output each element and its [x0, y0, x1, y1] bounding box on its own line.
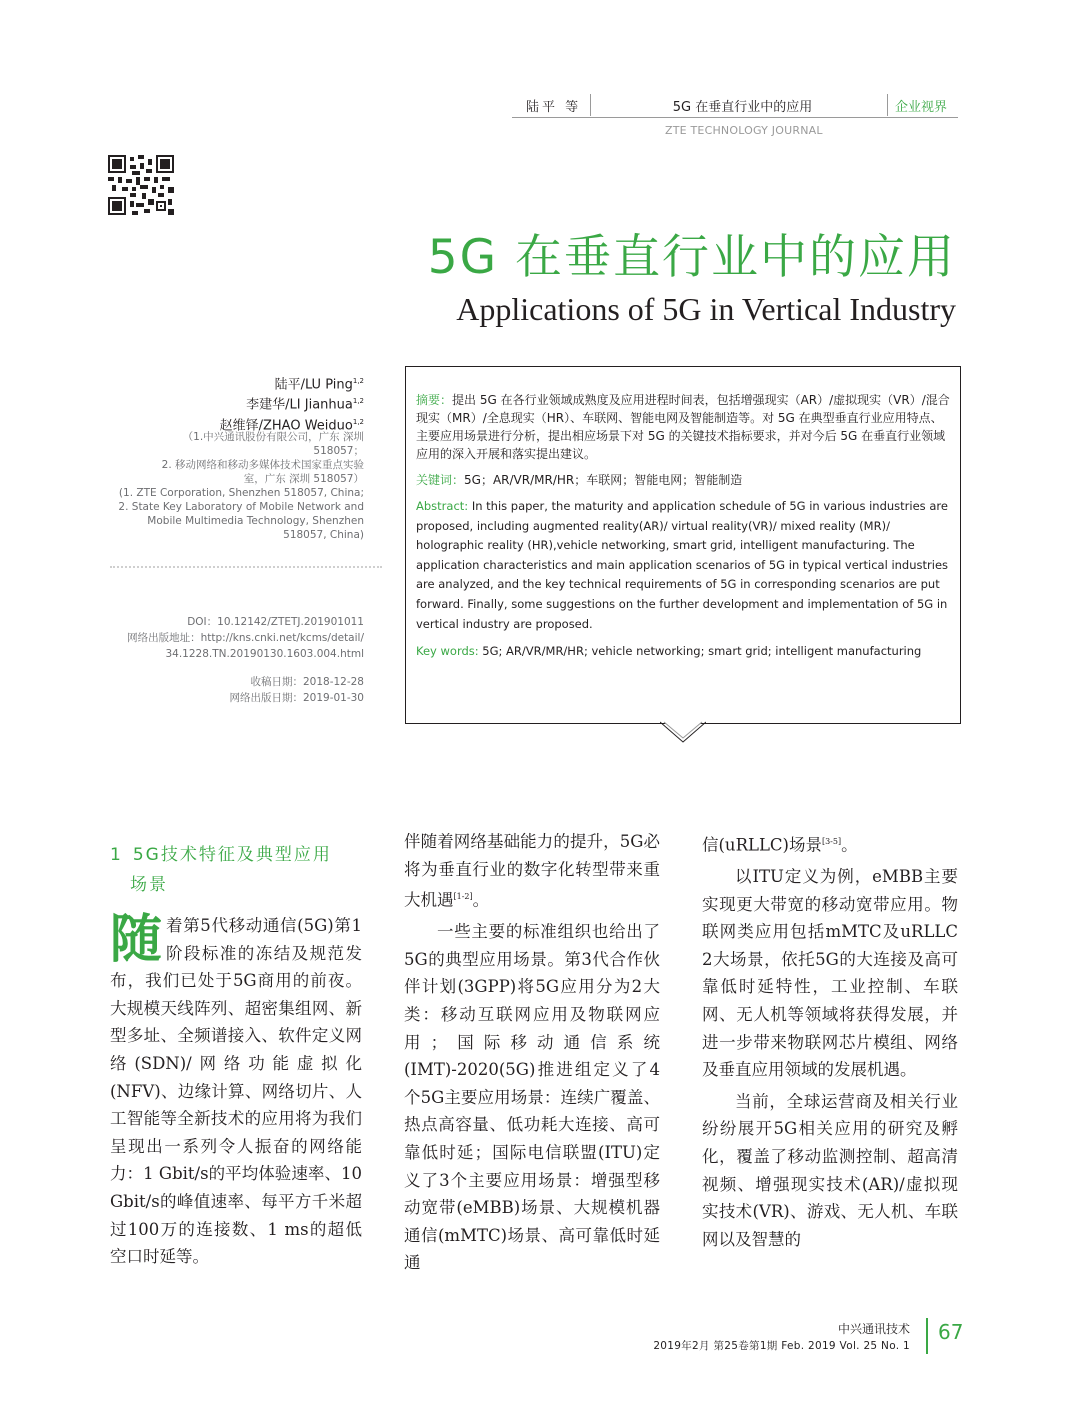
- drop-cap: 随: [110, 910, 163, 970]
- keywords-label: 关键词：: [416, 473, 465, 487]
- abstract-label: Abstract:: [416, 499, 469, 513]
- online-url: 34.1228.TN.20190130.1603.004.html: [165, 648, 364, 660]
- paragraph: [404, 828, 660, 914]
- paragraph-text: 着第5代移动通信(5G)第1阶段标准的冻结及规范发布，我们已处于5G商用的前夜。大规模天线阵列、超密集组网、新型多址、全频谱接入、软件定义网络(SDN)/网络功能虚拟化(NFV)、边缘计算、网络切片、人工智能等全新技术的应用将为我们呈现出一系列令人振奋的网络能力：1 Gbit/s的平均体验速率、10 Gbit/s的峰值速率、每平方千米超过100万的连接数、1 ms的超低空口时延等。: [110, 916, 362, 1267]
- punctuation: 。: [841, 835, 858, 855]
- abstract-cn: [416, 391, 950, 463]
- keywords-text: 5G; AR/VR/MR/HR; vehicle networking; smart grid; intelligent manufacturing: [482, 644, 922, 659]
- running-head-section: 企业视界: [895, 100, 948, 115]
- abstract-box: [405, 366, 961, 724]
- section-heading: [110, 840, 370, 900]
- affiliation-line: 2. 移动网络和移动多媒体技术国家重点实验: [161, 459, 364, 471]
- paragraph-text: 当前，全球运营商及相关行业纷纷展开5G相关应用的研究及孵化，覆盖了移动监测控制、超高清视频、增强现实技术(AR)/虚拟现实技术(VR)、游戏、无人机、车联网以及智慧的: [702, 1091, 958, 1249]
- dotted-divider: [110, 566, 382, 568]
- qr-code-icon: [108, 155, 174, 215]
- published-date: 网络出版日期：2019-01-30: [229, 692, 364, 704]
- title-chinese: 5G 在垂直行业中的应用: [427, 230, 956, 285]
- author: 李建华/LI Jianhua$^{1,2}$: [246, 397, 364, 413]
- author: 陆平/LU Ping$^{1,2}$: [274, 377, 364, 393]
- dates-block: [100, 674, 364, 706]
- body-column-2: [404, 828, 660, 1277]
- doi: DOI：10.12142/ZTETJ.201901011: [187, 616, 364, 628]
- doi-block: [100, 614, 364, 662]
- body-column-3: [702, 828, 958, 1253]
- box-notch-decoration: [660, 718, 706, 748]
- paragraph: [702, 1088, 958, 1254]
- affiliation-line: （1.中兴通讯股份有限公司，广东 深圳: [182, 431, 364, 443]
- section-title: 场景: [130, 875, 168, 895]
- body-column-1: [110, 912, 362, 1271]
- citation: [3-5]: [821, 837, 842, 846]
- footer-journal: 中兴通讯技术: [837, 1322, 910, 1336]
- paragraph-text: 信(uRLLC)场景: [702, 835, 822, 855]
- paragraph: [404, 918, 660, 1277]
- affiliation-line: 518057；: [313, 445, 364, 457]
- title-english: Applications of 5G in Vertical Industry: [456, 291, 956, 327]
- footer-issue: 2019年2月 第25卷第1期 Feb. 2019 Vol. 25 No. 1: [653, 1340, 910, 1352]
- punctuation: 。: [472, 890, 490, 910]
- abstract-text: 提出 5G 在各行业领域成熟度及应用进程时间表，包括增强现实（AR）/虚拟现实（VR）/混合现实（MR）/全息现实（HR）、车联网、智能电网及智能制造等。对 5G 在典型垂直行业应用特点、主要应用场景进行分析，提出相应场景下对 5G 的关键技术指标要求，并对今后 5G 在垂直行业领域应用的深入开展和落实提出建议。: [416, 393, 950, 461]
- page-number: 67: [938, 1320, 964, 1344]
- affiliation-line: Mobile Multimedia Technology, Shenzhen: [147, 515, 364, 527]
- paragraph-text: 伴随着网络基础能力的提升，5G必将为垂直行业的数字化转型带来重大机遇: [404, 832, 660, 910]
- journal-name: ZTE TECHNOLOGY JOURNAL: [665, 124, 823, 137]
- running-head-author: 陆平 等: [526, 100, 582, 115]
- header-divider: [590, 94, 591, 116]
- keywords-cn: [416, 471, 950, 489]
- paragraph-text: 以ITU定义为例，eMBB主要实现更大带宽的移动宽带应用。物联网类应用包括mMTC及uRLLC 2大场景，依托5G的大连接及高可靠低时延特性，工业控制、车联网、无人机等领域将获得发展，并进一步带来物联网芯片模组、网络及垂直应用领域的发展机遇。: [702, 867, 958, 1080]
- affiliation-line: 室，广东 深圳 518057）: [243, 473, 364, 485]
- paragraph: [702, 828, 958, 859]
- footer-divider: [926, 1318, 928, 1354]
- running-head-title: 5G 在垂直行业中的应用: [672, 100, 813, 115]
- abstract-label: 摘要：: [416, 393, 453, 407]
- keywords-text: 5G；AR/VR/MR/HR；车联网；智能电网；智能制造: [464, 473, 743, 487]
- header-rule: [512, 117, 958, 118]
- affiliation-line: 2. State Key Laboratory of Mobile Network and: [118, 501, 364, 513]
- paragraph: [110, 912, 362, 1271]
- keywords-en: [416, 642, 950, 662]
- paragraph: [702, 863, 958, 1084]
- section-title: 5G技术特征及典型应用: [132, 845, 332, 865]
- abstract-text: In this paper, the maturity and application schedule of 5G in various industries are proposed, including augmented reality(AR)/ virtual reality(VR)/ mixed reality (MR)/ holographic reality (HR),vehicle networking, smart grid, intelligent manufacturing. The application characteristics and main application scenarios of 5G in typical vertical industries are analyzed, and the key technical requirements of 5G in corresponding scenarios are put forward. Finally, some suggestions on the further development and implementation of 5G in vertical industry are proposed.: [416, 499, 949, 631]
- online-url: 网络出版地址：http://kns.cnki.net/kcms/detail/: [127, 632, 364, 644]
- affiliation-line: 518057, China): [283, 529, 364, 541]
- keywords-label: Key words:: [416, 644, 479, 659]
- section-number: 1: [110, 845, 123, 865]
- header-divider: [887, 94, 888, 116]
- author: 赵维铎/ZHAO Weiduo$^{1,2}$: [219, 417, 364, 433]
- abstract-en: [416, 497, 950, 634]
- citation: [1-2]: [453, 892, 473, 902]
- received-date: 收稿日期：2018-12-28: [250, 676, 364, 688]
- affiliation-line: (1. ZTE Corporation, Shenzhen 518057, China;: [118, 487, 364, 499]
- paragraph-text: 一些主要的标准组织也给出了5G的典型应用场景。第3代合作伙伴计划(3GPP)将5G应用分为2大类：移动互联网应用及物联网应用；国际移动通信系统(IMT)-2020(5G)推进组定义了4个5G主要应用场景：连续广覆盖、热点高容量、低功耗大连接、高可靠低时延；国际电信联盟(ITU)定义了3个主要应用场景：增强型移动宽带(eMBB)场景、大规模机器通信(mMTC)场景、高可靠低时延通: [404, 922, 660, 1273]
- affiliations: [100, 430, 364, 542]
- author-list: [100, 373, 364, 434]
